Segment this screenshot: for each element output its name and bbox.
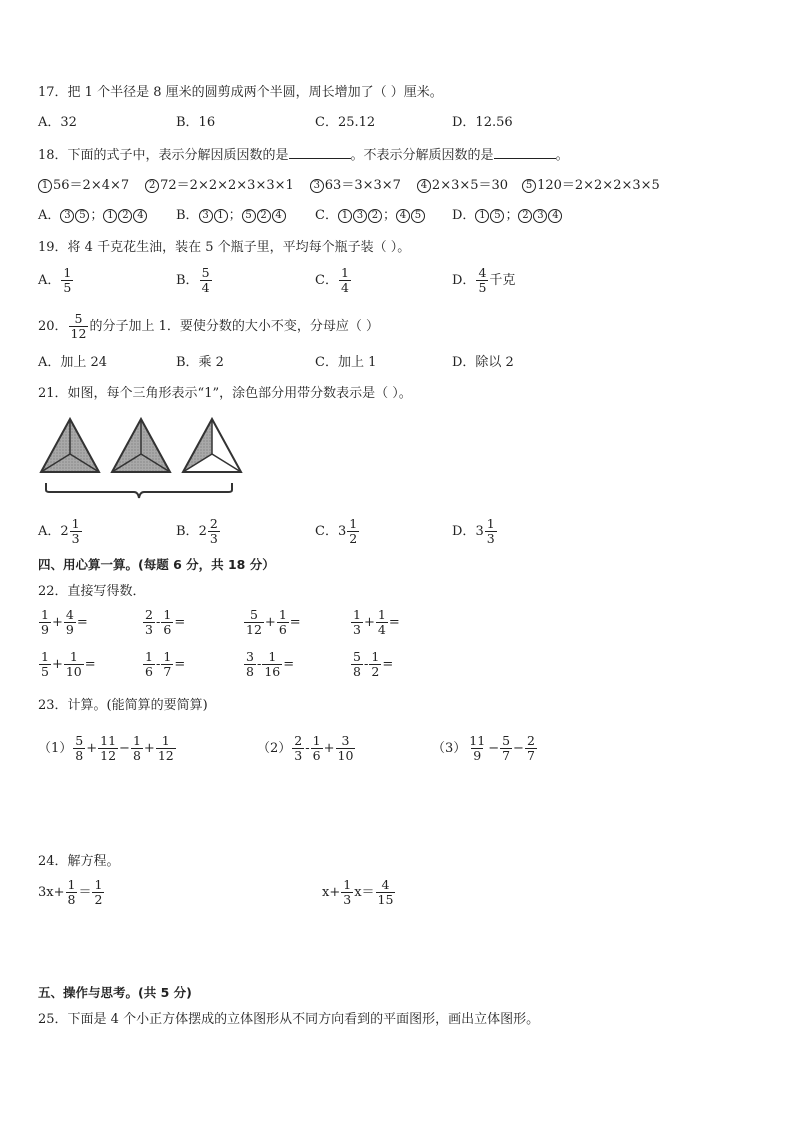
circled-number: 2: [257, 209, 271, 223]
operator: -: [155, 657, 161, 672]
circled-number: 5: [411, 209, 425, 223]
q18-item-expr: 56＝2×4×7: [53, 178, 130, 193]
numerator: 1: [343, 877, 352, 892]
numerator: 1: [132, 733, 141, 748]
fraction: [131, 734, 143, 763]
denominator: 9: [41, 622, 49, 637]
q20-body: 的分子加上 1．要使分数的大小不变，分母应（ ）: [89, 319, 379, 334]
numerator: 5: [201, 265, 210, 280]
fraction: [200, 266, 212, 295]
option-letter: B．: [176, 524, 199, 539]
operator: +: [143, 741, 155, 756]
fraction: [156, 734, 176, 763]
numerator: 1: [145, 649, 153, 664]
q20-text: [38, 312, 379, 341]
denominator: 9: [65, 622, 74, 637]
q22-expression: [38, 608, 88, 637]
operator: -: [155, 615, 161, 630]
denominator: 3: [209, 531, 218, 546]
fraction: [351, 650, 363, 679]
numerator: 5: [353, 649, 361, 664]
fraction: [277, 608, 289, 637]
operator: =: [283, 657, 295, 672]
denominator: 8: [67, 892, 76, 907]
q18-item: [522, 178, 660, 193]
circled-number: 3: [353, 209, 367, 223]
denominator: 2: [371, 664, 380, 679]
fraction: [143, 608, 155, 637]
operator: -: [256, 657, 262, 672]
operator: =: [388, 615, 400, 630]
fraction: [525, 734, 537, 763]
q17-option-c: C．25.12: [315, 115, 376, 130]
q18-item: [145, 178, 294, 193]
numerator: 1: [161, 733, 170, 748]
numerator: 1: [94, 877, 103, 892]
circled-number: 4: [396, 209, 410, 223]
item-label: （1）: [38, 741, 73, 756]
fraction: [73, 734, 85, 763]
option-letter: B．: [176, 273, 199, 288]
separator: ；: [505, 208, 519, 223]
option-letter: C．: [315, 208, 338, 223]
circled-number: 1: [338, 209, 352, 223]
q20-option-b: B．乘 2: [176, 355, 224, 370]
q24-text: 24．解方程。: [38, 854, 120, 869]
q18-item: [417, 178, 508, 193]
denominator: 7: [502, 748, 511, 763]
triangle-1: [41, 419, 99, 472]
q18-text-c: 。: [555, 148, 569, 163]
fraction: [262, 650, 282, 679]
numerator: 1: [67, 877, 76, 892]
section-5-heading: 五、操作与思考。(共 5 分): [38, 985, 192, 1000]
q17-option-a: A．32: [38, 115, 77, 130]
q20-option-c: C．加上 1: [315, 355, 377, 370]
fraction: [376, 608, 388, 637]
denominator: 6: [278, 622, 287, 637]
q19-option-a: [38, 266, 74, 295]
denominator: 4: [340, 280, 349, 295]
fraction: [311, 734, 323, 763]
q18-item-expr: 63＝3×3×7: [324, 178, 401, 193]
q22-expression: [38, 650, 96, 679]
denominator: 3: [294, 748, 303, 763]
denominator: 3: [486, 531, 495, 546]
circled-number: 3: [199, 209, 213, 223]
q18-option-c: [315, 207, 426, 225]
option-letter: D．: [452, 208, 476, 223]
numerator: 11: [100, 733, 117, 748]
circled-number: 3: [310, 179, 324, 193]
operator: =: [84, 657, 96, 672]
q17-option-b: B．16: [176, 115, 216, 130]
circled-number: 3: [533, 209, 547, 223]
operator: =: [289, 615, 301, 630]
numerator: 1: [349, 516, 358, 531]
item-label: （2）: [257, 741, 292, 756]
circled-number: 4: [417, 179, 431, 193]
fraction: [244, 608, 264, 637]
fraction: $\frac{5}{12}$: [70, 311, 87, 341]
numerator: 1: [377, 607, 386, 622]
fraction: [39, 608, 51, 637]
fraction: [161, 608, 173, 637]
q18-text-a: 18．下面的式子中，表示分解因质因数的是: [38, 148, 289, 163]
q24-eq2: [322, 878, 396, 907]
operator: −: [513, 741, 524, 756]
denominator: 12: [246, 622, 262, 637]
numerator: 1: [371, 649, 380, 664]
numerator: 1: [340, 265, 349, 280]
q23-expression: [38, 734, 177, 763]
q18-text: [38, 146, 569, 165]
q20-option-d: D．除以 2: [452, 355, 514, 370]
q20-option-a: A．加上 24: [38, 355, 108, 370]
operator: =: [382, 657, 394, 672]
q22-expression: [243, 650, 294, 679]
q22-expression: [142, 650, 185, 679]
operator: -: [305, 741, 310, 756]
operator: -: [363, 657, 369, 672]
circled-number: 2: [145, 179, 159, 193]
denominator: 7: [163, 664, 172, 679]
denominator: 4: [201, 280, 210, 295]
denominator: 5: [63, 280, 72, 295]
separator: ；: [90, 208, 104, 223]
numerator: 1: [163, 649, 172, 664]
circled-number: 2: [518, 209, 532, 223]
q18-item-expr: 72＝2×2×2×3×3×1: [160, 178, 294, 193]
numerator: 4: [478, 265, 487, 280]
numerator: 2: [294, 733, 303, 748]
operator: +: [51, 615, 63, 630]
operator: −: [488, 741, 500, 756]
numerator: 1: [163, 607, 172, 622]
denominator: 6: [312, 748, 321, 763]
numerator: 1: [41, 607, 49, 622]
fraction: [66, 878, 78, 907]
fraction: [208, 517, 220, 546]
operator: −: [119, 741, 130, 756]
denominator: 16: [264, 664, 281, 679]
fraction: [98, 734, 118, 763]
fraction: [336, 734, 356, 763]
numerator: 1: [312, 733, 321, 748]
denominator: 2: [94, 892, 103, 907]
denominator: 12: [100, 748, 117, 763]
q24-eq1: [38, 878, 105, 907]
denominator: 8: [75, 748, 84, 763]
numerator: 2: [526, 733, 535, 748]
fraction: [339, 266, 351, 295]
fraction: [61, 266, 73, 295]
denominator: 8: [353, 664, 361, 679]
q21-option-c: [315, 517, 360, 546]
fraction: [485, 517, 497, 546]
option-letter: D．: [452, 273, 476, 288]
fraction: [476, 266, 488, 295]
triangles-figure: [38, 413, 248, 505]
operator: +: [363, 615, 375, 630]
denominator: 5: [478, 280, 487, 295]
numerator: 11: [469, 733, 486, 748]
q23-expression: [432, 734, 538, 763]
numerator: 5: [502, 733, 511, 748]
numerator: 1: [41, 649, 49, 664]
numerator: 1: [278, 607, 287, 622]
denominator: 8: [132, 748, 141, 763]
q22-text: 22．直接写得数．: [38, 584, 146, 599]
whole-number: 3: [337, 524, 347, 539]
circled-number: 1: [475, 209, 489, 223]
answer-blank: [289, 146, 351, 159]
q18-items: [38, 177, 676, 195]
option-letter: A．: [38, 273, 61, 288]
item-label: （3）: [432, 741, 467, 756]
numerator: 5: [75, 733, 84, 748]
q18-option-d: [452, 207, 563, 225]
fraction: [161, 650, 173, 679]
fraction: [369, 650, 381, 679]
operator: ＝: [78, 885, 92, 900]
circled-number: 1: [38, 179, 52, 193]
fraction: [39, 650, 51, 679]
fraction: [341, 878, 353, 907]
q21-option-d: [452, 517, 498, 546]
fraction: [70, 517, 82, 546]
fraction: [467, 734, 487, 763]
denominator: 6: [163, 622, 172, 637]
q22-expression: [350, 650, 393, 679]
denominator: 3: [343, 892, 352, 907]
numerator: 2: [145, 607, 153, 622]
q18-item: [38, 178, 129, 193]
q20-number: 20．: [38, 319, 68, 334]
option-letter: C．: [315, 273, 338, 288]
operator: 3x+: [38, 885, 65, 900]
denominator: 15: [377, 892, 394, 907]
q19-option-c: [315, 266, 352, 295]
numerator: 4: [381, 877, 390, 892]
denominator: 4: [377, 622, 386, 637]
circled-number: 3: [60, 209, 74, 223]
option-letter: A．: [38, 208, 61, 223]
answer-blank: [494, 146, 556, 159]
denominator: 3: [353, 622, 361, 637]
option-letter: C．: [315, 524, 338, 539]
numerator: 3: [246, 649, 254, 664]
numerator: 2: [209, 516, 218, 531]
fraction: [376, 878, 396, 907]
numerator: 4: [65, 607, 74, 622]
numerator: 1: [268, 649, 277, 664]
option-letter: A．: [38, 524, 61, 539]
q21-option-a: [38, 517, 83, 546]
option-letter: B．: [176, 208, 199, 223]
fraction: [143, 650, 155, 679]
q19-option-b: [176, 266, 213, 295]
q21-text: 21．如图，每个三角形表示“1”，涂色部分用带分数表示是（ ）。: [38, 386, 412, 401]
circled-number: 4: [133, 209, 147, 223]
numerator: 1: [63, 265, 72, 280]
whole-number: 2: [60, 524, 69, 539]
brace: [46, 483, 232, 498]
q18-item-expr: 2×3×5＝30: [431, 178, 509, 193]
numerator: 1: [71, 516, 80, 531]
operator: +: [323, 741, 335, 756]
numerator: 1: [69, 649, 78, 664]
denominator: 10: [65, 664, 82, 679]
circled-number: 2: [118, 209, 132, 223]
operator: x＝: [354, 885, 375, 900]
fraction: [292, 734, 304, 763]
operator: x+: [322, 885, 341, 900]
numerator: 3: [341, 733, 350, 748]
q18-item-expr: 120＝2×2×2×3×5: [537, 178, 660, 193]
denominator: 8: [246, 664, 254, 679]
triangle-3: [183, 419, 241, 472]
fraction: [500, 734, 512, 763]
operator: +: [51, 657, 63, 672]
operator: +: [86, 741, 98, 756]
q21-option-b: [176, 517, 221, 546]
section-4-heading: 四、用心算一算。(每题 6 分，共 18 分）: [38, 557, 275, 572]
denominator: 6: [145, 664, 153, 679]
whole-number: 2: [198, 524, 207, 539]
unit: 千克: [489, 273, 516, 288]
q22-expression: [350, 608, 400, 637]
circled-number: 1: [214, 209, 228, 223]
q19-option-d: [452, 266, 515, 295]
operator: =: [174, 615, 186, 630]
fraction: [244, 650, 256, 679]
q18-text-b: 。不表示分解质因数的是: [350, 148, 494, 163]
denominator: 9: [473, 748, 482, 763]
numerator: 1: [353, 607, 361, 622]
option-letter: D．: [452, 524, 476, 539]
q17-text: 17．把 1 个半径是 8 厘米的圆剪成两个半圆，周长增加了（ ）厘米。: [38, 85, 443, 100]
q23-expression: [257, 734, 356, 763]
q23-text: 23．计算。(能简算的要简算): [38, 698, 208, 713]
denominator: 2: [349, 531, 358, 546]
denominator: 5: [41, 664, 49, 679]
fraction: [347, 517, 359, 546]
denominator: 7: [526, 748, 535, 763]
numerator: 5: [249, 607, 258, 622]
denominator: 3: [71, 531, 80, 546]
whole-number: 3: [475, 524, 484, 539]
circled-number: 4: [548, 209, 562, 223]
denominator: 10: [337, 748, 354, 763]
q25-text: 25．下面是 4 个小正方体摆成的立体图形从不同方向看到的平面图形，画出立体图形。: [38, 1012, 540, 1027]
triangle-2: [112, 419, 170, 472]
q17-option-d: D．12.56: [452, 115, 513, 130]
q22-expression: [142, 608, 185, 637]
denominator: 12: [157, 748, 174, 763]
fraction: [64, 650, 84, 679]
q18-option-b: [176, 207, 287, 225]
circled-number: 5: [522, 179, 536, 193]
q18-item: [310, 178, 401, 193]
circled-number: 5: [75, 209, 89, 223]
numerator: 1: [486, 516, 495, 531]
circled-number: 4: [272, 209, 286, 223]
q22-expression: [243, 608, 301, 637]
circled-number: 1: [103, 209, 117, 223]
operator: =: [76, 615, 88, 630]
circled-number: 2: [368, 209, 382, 223]
denominator: 3: [145, 622, 153, 637]
separator: ；: [228, 208, 242, 223]
fraction: [351, 608, 363, 637]
fraction: [64, 608, 76, 637]
circled-number: 5: [242, 209, 256, 223]
operator: =: [174, 657, 186, 672]
operator: +: [264, 615, 276, 630]
q18-option-a: [38, 207, 148, 225]
separator: ；: [382, 208, 396, 223]
circled-number: 5: [490, 209, 504, 223]
fraction: [92, 878, 104, 907]
q19-text: 19．将 4 千克花生油，装在 5 个瓶子里，平均每个瓶子装（ ）。: [38, 240, 411, 255]
